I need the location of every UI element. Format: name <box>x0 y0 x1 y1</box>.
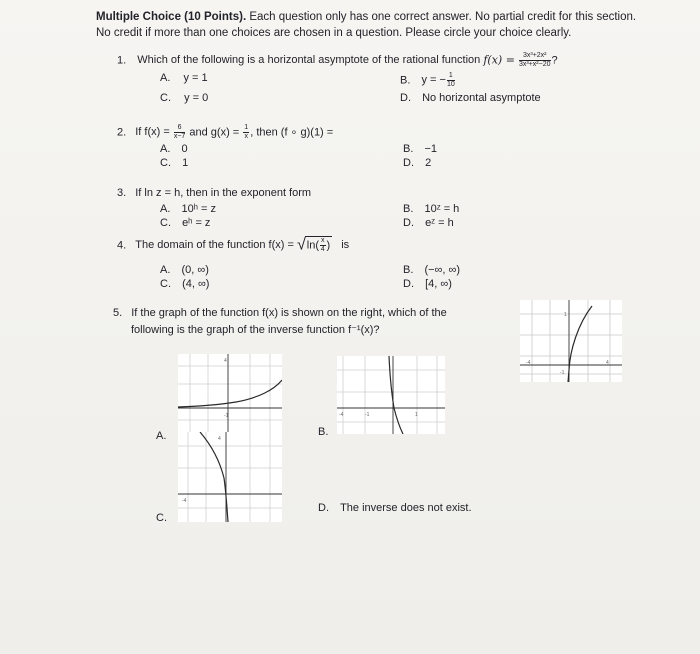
question-text-a: The domain of the function f(x) = <box>135 239 294 252</box>
question-number: 5. <box>113 307 123 319</box>
option-label: B. <box>400 74 411 87</box>
option-label: A. <box>160 264 171 276</box>
q5-graph-c[interactable] <box>178 432 282 522</box>
q5-graph-b[interactable] <box>337 356 445 434</box>
question-3 <box>117 187 311 199</box>
option-label: B. <box>403 203 414 215</box>
function-label: f(x) = <box>483 53 515 67</box>
q1-option-c[interactable] <box>160 92 208 104</box>
question-4 <box>117 236 349 255</box>
option-text: (4, ∞) <box>182 278 210 290</box>
option-label: C. <box>160 278 171 290</box>
fraction-numerator: x <box>321 237 325 244</box>
q3-option-d[interactable] <box>403 217 454 229</box>
q4-option-d[interactable] <box>403 278 452 290</box>
option-fraction <box>447 72 455 89</box>
option-label: D. <box>400 92 411 104</box>
tick-label: 1 <box>415 412 418 418</box>
q1-option-b[interactable] <box>400 72 456 89</box>
tick-label: -4 <box>182 498 187 504</box>
option-text: (0, ∞) <box>181 264 209 276</box>
option-label: A. <box>160 143 171 155</box>
tick-label: -1 <box>560 370 565 376</box>
q3-option-c[interactable] <box>160 217 210 229</box>
fraction-denominator: 3x³+x²−20 <box>518 61 551 68</box>
radicand-fraction <box>320 237 326 254</box>
q5-graph-a[interactable] <box>178 354 282 432</box>
option-text: y = 0 <box>184 92 209 104</box>
option-text: y = − <box>421 74 446 87</box>
option-text: 1 <box>182 157 189 169</box>
section-title: Multiple Choice (10 Points). <box>96 11 247 23</box>
option-text: 10ʰ = z <box>181 203 216 215</box>
instructions-line-2: No credit if more than one choices are chosen in a question. Please circle your choice clearly. <box>96 27 572 39</box>
option-text: No horizontal asymptote <box>422 92 541 104</box>
option-label: B. <box>403 264 414 276</box>
option-label: C. <box>160 217 171 229</box>
fraction-numerator: 6 <box>174 124 185 133</box>
option-label: D. <box>403 157 414 169</box>
q4-option-b[interactable] <box>403 264 460 276</box>
option-label: A. <box>160 72 171 84</box>
q3-option-a[interactable] <box>160 203 216 215</box>
q1-option-d[interactable] <box>400 92 541 104</box>
q2-option-a[interactable] <box>160 143 188 155</box>
grid-lines <box>520 300 622 382</box>
q4-option-c[interactable] <box>160 278 209 290</box>
fraction-denominator: 10 <box>446 81 455 88</box>
option-text: 0 <box>181 143 188 155</box>
question-text-b: and g(x) = <box>189 126 240 139</box>
tick-label: -4 <box>526 360 531 366</box>
reference-graph-f <box>520 300 622 382</box>
grid-lines <box>178 432 282 522</box>
question-text: Which of the following is a horizontal asymptote of the rational function <box>137 54 481 67</box>
function-curve <box>200 432 228 522</box>
question-number: 4. <box>117 239 127 252</box>
q5-option-b-label[interactable]: B. <box>318 426 329 438</box>
option-text: −1 <box>424 143 438 155</box>
option-label: B. <box>403 143 414 155</box>
question-text: If ln z = h, then in the exponent form <box>135 187 312 199</box>
tick-label: 4 <box>218 436 221 442</box>
q5-option-a-label[interactable]: A. <box>156 430 167 442</box>
question-number: 3. <box>117 187 127 199</box>
q5-option-c-label[interactable]: C. <box>156 512 167 524</box>
tick-label: 4 <box>224 358 227 364</box>
question-number: 1. <box>117 54 127 67</box>
grid-lines <box>337 356 445 434</box>
instructions-text-1: Each question only has one correct answer. No partial credit for this section. <box>249 11 637 23</box>
option-text: (−∞, ∞) <box>424 264 461 276</box>
question-mark: ? <box>551 54 558 67</box>
q2-option-c[interactable] <box>160 157 188 169</box>
function-curve <box>568 306 592 382</box>
tick-label: -4 <box>339 412 344 418</box>
option-label: D. <box>403 278 414 290</box>
option-label: D. <box>318 502 329 514</box>
radical-sign: √ <box>296 236 306 254</box>
option-text: y = 1 <box>183 72 208 84</box>
rational-fraction <box>519 52 551 69</box>
option-label: A. <box>160 203 171 215</box>
option-label: D. <box>403 217 414 229</box>
option-text: 10ᶻ = h <box>424 203 460 215</box>
tick-label: -1 <box>224 413 229 419</box>
f-fraction <box>174 124 185 141</box>
radicand-text-b: ) <box>326 239 331 252</box>
option-text: eᶻ = h <box>425 217 454 229</box>
q1-option-a[interactable] <box>160 72 208 84</box>
option-text: eʰ = z <box>182 217 211 229</box>
q2-option-b[interactable] <box>403 143 437 155</box>
question-1 <box>117 52 558 69</box>
option-text: The inverse does not exist. <box>340 502 472 514</box>
tick-label: 1 <box>564 312 567 318</box>
fraction-denominator: x−7 <box>173 133 186 140</box>
question-5-line-2: following is the graph of the inverse function f⁻¹(x)? <box>131 324 380 336</box>
question-text-a: If f(x) = <box>135 126 170 139</box>
radicand <box>305 236 332 254</box>
q4-option-a[interactable] <box>160 264 209 276</box>
option-label: C. <box>160 92 171 104</box>
q5-option-d[interactable] <box>318 502 472 514</box>
g-fraction <box>243 124 249 141</box>
instructions-line-1 <box>96 11 636 23</box>
question-text-b: is <box>341 239 350 252</box>
q2-option-d[interactable] <box>403 157 431 169</box>
question-text: If the graph of the function f(x) is shown on the right, which of the <box>131 307 447 319</box>
question-2 <box>117 124 333 141</box>
option-text: 2 <box>425 157 432 169</box>
fraction-denominator: x <box>244 133 248 140</box>
tick-label: -1 <box>365 412 370 418</box>
tick-label: 4 <box>606 360 609 366</box>
fraction-numerator: 3x³+2x² <box>519 52 551 61</box>
fraction-numerator: 1 <box>244 124 249 131</box>
q3-option-b[interactable] <box>403 203 459 215</box>
option-label: C. <box>160 157 171 169</box>
fraction-denominator: 4 <box>320 246 325 253</box>
option-text: [4, ∞) <box>425 278 452 290</box>
question-5-line-1 <box>113 307 447 319</box>
fraction-numerator: 1 <box>448 72 453 79</box>
question-number: 2. <box>117 126 127 139</box>
radicand-text-a: ln( <box>306 239 319 252</box>
question-text-c: , then (f ∘ g)(1) = <box>250 126 334 139</box>
